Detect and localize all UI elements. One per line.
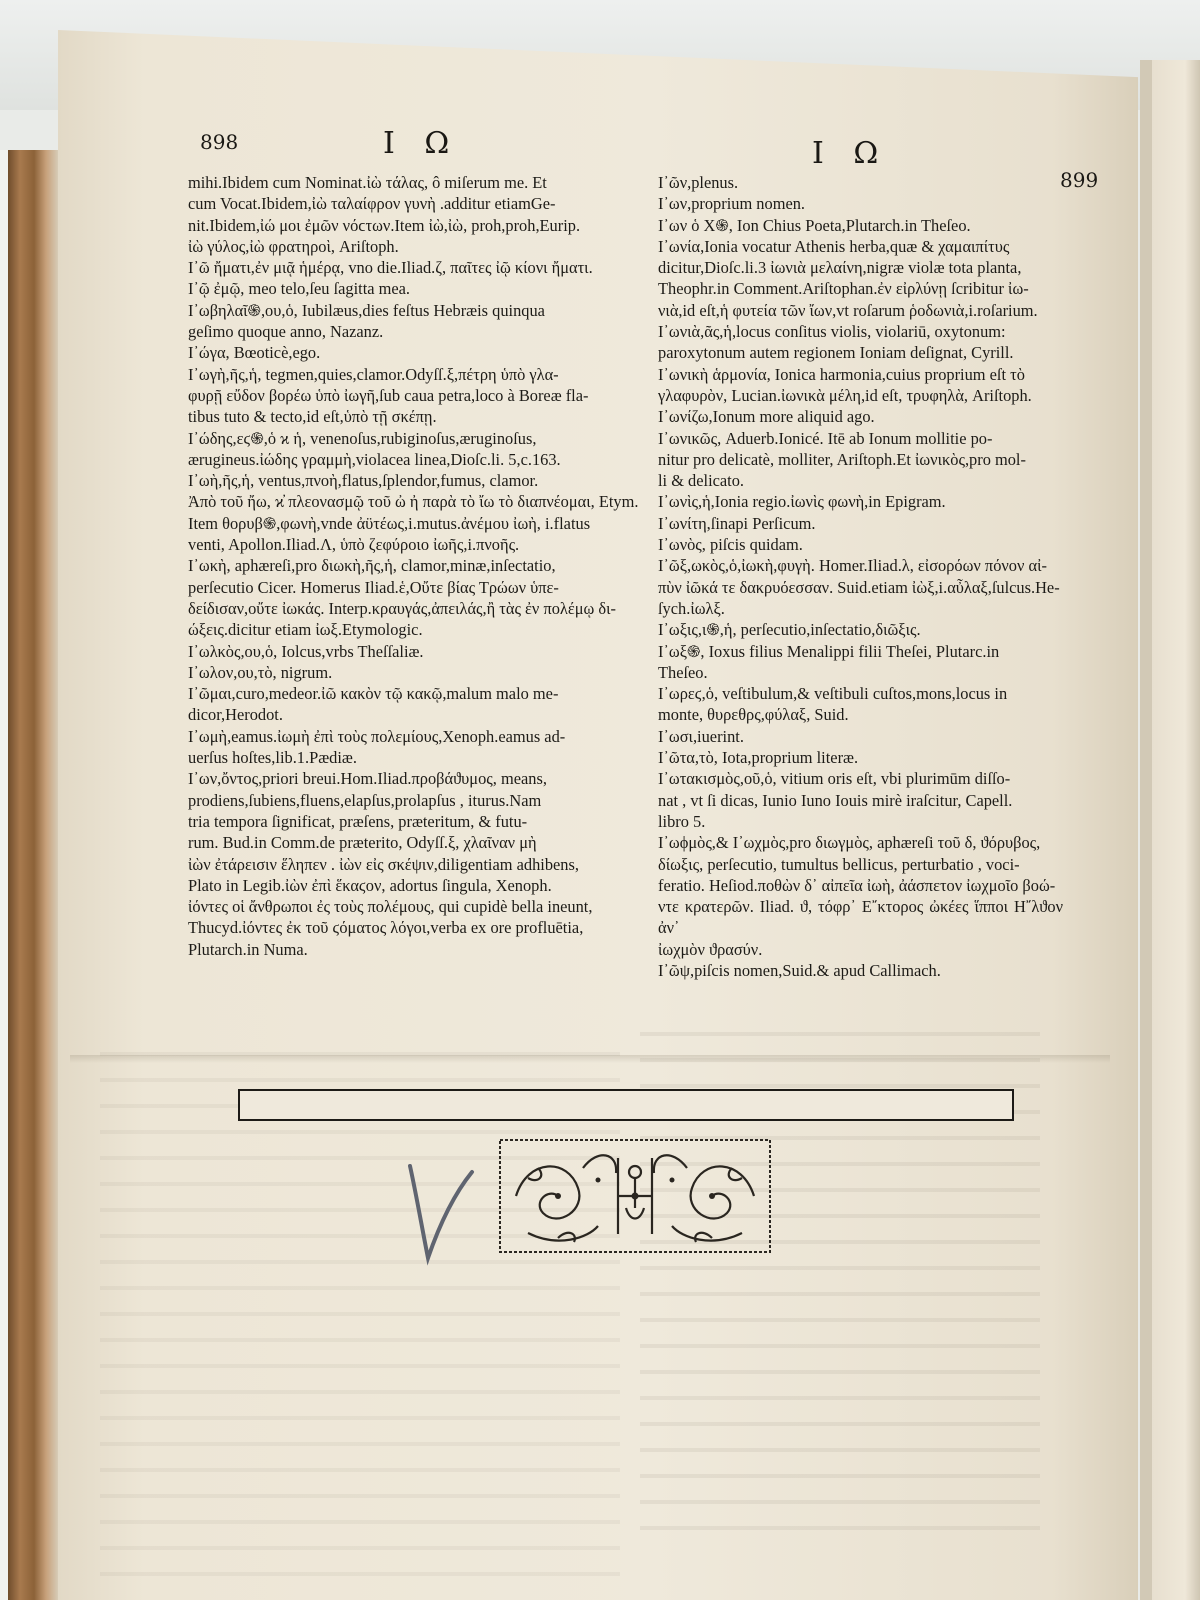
text-line: δίωξις, perſecutio, tumultus bellicus, perturbatio , voci-: [658, 854, 1020, 874]
text-line: Plato in Legib.ἰὼν ἐπὶ ἕκαϛον, adortus ſingula, Xenoph.: [188, 875, 552, 895]
text-line: Ι᾿ῶμαι,curo,medeor.ἰῶ κακὸν τῷ κακῷ,malum malo me-: [188, 684, 559, 704]
text-line: Ι᾿ωρεϛ,ὁ, veſtibulum,& veſtibuli cuſtos,mons,locus in: [658, 684, 1008, 704]
text-line: dicor,Herodot.: [188, 705, 283, 725]
text-line: Ι᾿ωλκὸς,ου,ὁ, Iolcus,vrbs Theſſaliæ.: [188, 641, 424, 661]
text-line: Theſeo.: [658, 662, 708, 682]
text-line: libro 5.: [658, 811, 706, 831]
text-line: rum. Bud.in Comm.de præterito, Odyſſ.ξ, χλαῖναν μὴ: [188, 833, 537, 853]
text-line: Ι᾿ωνὶς,ἡ,Ionia regio.ἰωνὶς φωνὴ,in Epigram.: [658, 492, 946, 512]
book-spine-left: [0, 150, 62, 1600]
text-line: γλαφυρὸν, Lucian.ἰωνικὰ μέλη,id eſt, τρυφηλὰ, Ariſtoph.: [658, 385, 1032, 405]
text-line: Ι᾿ωνικῶς, Aduerb.Ionicé. Itē ab Ionum mollitie po-: [658, 428, 993, 448]
text-line: perſecutio Cicer. Homerus Iliad.ἑ,Οὔτε βίας Τρώων ὑπε-: [188, 577, 559, 597]
text-line: Ι᾿ωγὴ,ῆς,ἡ, tegmen,quies,clamor.Odyſſ.ξ,πέτρη ὑπὸ γλα-: [188, 364, 559, 384]
text-line: Ι᾿ων,proprium nomen.: [658, 194, 806, 214]
text-line: ſych.ἰωλξ.: [658, 598, 725, 618]
text-line: geſimo quoque anno, Nazanz.: [188, 322, 384, 342]
text-line: ώξεις.dicitur etiam ἰωξ.Etymologic.: [188, 620, 423, 640]
text-line: venti, Apollon.Iliad.Λ, ὑπὸ ζεφύροιο ἰωῆς,i.πνοῆς.: [188, 535, 520, 555]
text-line: cum Vocat.Ibidem,ἰὼ ταλαίφρον γυνὴ .additur etiamGe-: [188, 194, 556, 214]
text-line: Ι᾿ωλον,ου,τὸ, nigrum.: [188, 662, 333, 682]
section-rule-box: [238, 1089, 1014, 1121]
text-line: ἰόντες οἱ ἄνθρωποι ἐς τοὺς πολέμους, qui cupidè bella ineunt,: [188, 897, 593, 917]
text-line: Ι᾿ωξις,ι֍,ἡ, perſecutio,inſectatio,διῶξις.: [658, 620, 921, 640]
text-line: Ι᾿ωνίτη,ſinapi Perſicum.: [658, 513, 816, 533]
text-line: Ι᾿ῶτα,τὸ, Iota,proprium literæ.: [658, 748, 859, 768]
text-line: Ι᾿ωνίζω,Ionum more aliquid ago.: [658, 407, 875, 427]
text-line: Ἀπὸ τοῦ ἤω, ϰ̓ πλεονασμῷ τοῦ ὠ ἠ παρὰ τὸ ἴω τὸ διαπνέομαι, Etym.: [188, 492, 639, 512]
text-line: Ι᾿ῶψ,piſcis nomen,Suid.& apud Callimach.: [658, 960, 941, 980]
text-line: Ι᾿ωτακισμὸς,οῦ,ὁ, vitium oris eſt, vbi plurimūm diſſo-: [658, 769, 1011, 789]
text-line: Ι᾿ωνιὰ,ᾶς,ἡ,locus conſitus violis, violariū, oxytonum:: [658, 322, 1006, 342]
text-line: πὺν ἰῶκά τε δακρυόεσσαν. Suid.etiam ἰὼξ,i.αὖλαξ,ſulcus.He-: [658, 577, 1060, 597]
text-line: nit.Ibidem,ἰώ μοι ἐμῶν νόϲτων.Item ἰὼ,ἰὼ, proh,proh,Eurip.: [188, 215, 581, 235]
text-line: monte, θυρεθρς,φύλαξ, Suid.: [658, 705, 849, 725]
text-line: prodiens,ſubiens,fluens,elapſus,prolapſus , iturus.Nam: [188, 790, 542, 810]
text-line: Theophr.in Comment.Ariſtophan.ἐν εἰρλύνῃ ſcribitur ἰω-: [658, 279, 1029, 299]
text-line: nitur pro delicatè, molliter, Ariſtoph.Et ἰωνικὸς,pro mol-: [658, 449, 1026, 469]
pencil-mark-text: V: [400, 1158, 401, 1159]
left-text-column: [188, 172, 643, 960]
text-line: ἰὼν ἐτάρεισιν ἕληπεν . ἰὼν εἰς σκέψιν,diligentiam adhibens,: [188, 854, 579, 874]
text-line: ærugineus.ἰώδης γραμμὴ,violacea linea,Dioſc.li. 5,c.163.: [188, 449, 561, 469]
text-line: ἰωχμὸν ϑρασύν.: [658, 939, 763, 959]
text-line: Ι᾿ων,ὄντος,priori breui.Hom.Iliad.προβάϑυμος, means,: [188, 769, 547, 789]
text-line: ἰὼ γύλος,ἰὼ φρατηροὶ, Ariſtoph.: [188, 236, 399, 256]
text-line: feratio. Heſiod.ποθὼν δ᾿ αἰπεῖα ἰωὴ, ἀάσπετον ἰωχμοῖο βοώ-: [658, 875, 1056, 895]
text-line: Ι᾿ωμὴ,eamus.ἰωμὴ ἐπὶ τοὺς πολεμίους,Xenoph.eamus ad-: [188, 726, 566, 746]
text-line: ντε κρατερῶν. Iliad. ϑ, τόφρ᾿ Ε῎κτορος ὠκέες ἵπποι Η῎λϑον ἀν᾿: [658, 897, 1063, 938]
pencil-mark-v: [400, 1158, 480, 1268]
text-line: uerſus hoſtes,lib.1.Pædiæ.: [188, 748, 357, 768]
right-page-number: 899: [1060, 168, 1099, 192]
text-line: Ι᾿ωξ֍, Ioxus filius Menalippi filii Theſei, Plutarc.in: [658, 641, 1000, 661]
text-line: Ι᾿ωβηλαῖ֍,ου,ὁ, Iubilæus,dies feſtus Hebræis quinqua: [188, 300, 545, 320]
text-line: paroxytonum autem regionem Ioniam deſignat, Cyrill.: [658, 343, 1014, 363]
text-line: Ι᾿ωνία,Ionia vocatur Athenis herba,quæ & χαμαιπίτυς: [658, 236, 1010, 256]
paper-fold-shadow: [70, 1055, 1110, 1063]
text-line: Ι᾿ων ὁ Χ֍, Ion Chius Poeta,Plutarch.in Theſeo.: [658, 215, 971, 235]
text-line: nat , vt ſi dicas, Iunio Iuno Iouis mirè iraſcitur, Capell.: [658, 790, 1013, 810]
text-line: Ι᾿ωκὴ, aphæreſi,pro διωκὴ,ῆς,ἡ, clamor,minæ,inſectatio,: [188, 556, 556, 576]
left-page-number: 898: [200, 130, 239, 154]
text-line: φυρῇ εὔδον βορέω ὑπὸ ἰωγῆ,ſub caua petra,loco à Boreæ fla-: [188, 385, 589, 405]
text-line: Ι᾿ῶν,plenus.: [658, 173, 739, 192]
text-line: δείδισαν,οὔτε ἰωκάς. Interp.κραυγάς,ἀπειλάς,ἢ τὰς ἐν πολέμῳ δι-: [188, 598, 617, 618]
text-line: Item θορυβ֍,φωνὴ,vnde ἀϋτέως,i.mutus.ἀνέμου ἰωὴ, i.flatus: [188, 513, 591, 533]
right-text-column: [658, 172, 1063, 981]
text-line: Ι᾿ῶξ,ωκὸς,ὁ,ἰωκὴ,φυγὴ. Homer.Iliad.λ, εἰσορόων πόνον αἰ-: [658, 556, 1047, 576]
ornament-icon: [498, 1138, 772, 1254]
text-line: Thucyd.ἰόντες ἐκ τοῦ ϛόματος λόγοι,verba ex ore profluētia,: [188, 918, 584, 938]
show-through-text-right: [640, 1010, 1040, 1530]
book-edge-right: [1140, 60, 1200, 1600]
text-line: li & delicato.: [658, 471, 745, 491]
text-line: Ι᾿ώδης,εϛ֍,ὁ ϰ ἡ, venenoſus,rubiginoſus,æruginoſus,: [188, 428, 537, 448]
text-line: Ι᾿ώγα, Bœoticè,ego.: [188, 343, 321, 363]
text-line: tria tempora ſignificat, præſens, præteritum, & futu-: [188, 811, 528, 831]
text-line: Ι᾿ωὴ,ῆς,ἡ, ventus,πνοὴ,flatus,ſplendor,fumus, clamor.: [188, 471, 539, 491]
text-line: Ι᾿ωνικὴ ἁρμονία, Ionica harmonia,cuius proprium eſt τὸ: [658, 364, 1025, 384]
text-line: νιὰ,id eſt,ἡ φυτεία τῶν ἴων,vt roſarum ῥοδωνιὰ,i.roſarium.: [658, 300, 1038, 320]
text-line: Ι᾿ῶ ἤματι,ἐν μιᾷ ἡμέρᾳ, vno die.Iliad.ζ, παῖτες ἰῷ κίονι ἤματι.: [188, 258, 593, 278]
right-running-head: I Ω: [812, 136, 889, 171]
text-line: Ι᾿ωσι,iuerint.: [658, 726, 744, 746]
left-running-head: I Ω: [383, 126, 460, 161]
text-line: mihi.Ibidem cum Nominat.ἰὼ τάλας, ô miſerum me. Et: [188, 173, 547, 192]
text-line: tibus tuto & tecto,id eſt,ὑπὸ τῇ σκέπῃ.: [188, 407, 437, 427]
text-line: dicitur,Dioſc.li.3 ἰωνιὰ μελαίνη,nigræ violæ tota planta,: [658, 258, 1022, 278]
text-line: Ι᾿ωνὸς, piſcis quidam.: [658, 535, 803, 555]
text-line: Ι᾿ῷ ἐμῷ, meo telo,ſeu ſagitta mea.: [188, 279, 411, 299]
text-line: Ι᾿ωϕμὸς,& Ι᾿ωχμὸς,pro διωγμὸς, aphæreſi τοῦ δ, ϑόρυβος,: [658, 833, 1041, 853]
text-line: Plutarch.in Numa.: [188, 939, 308, 959]
